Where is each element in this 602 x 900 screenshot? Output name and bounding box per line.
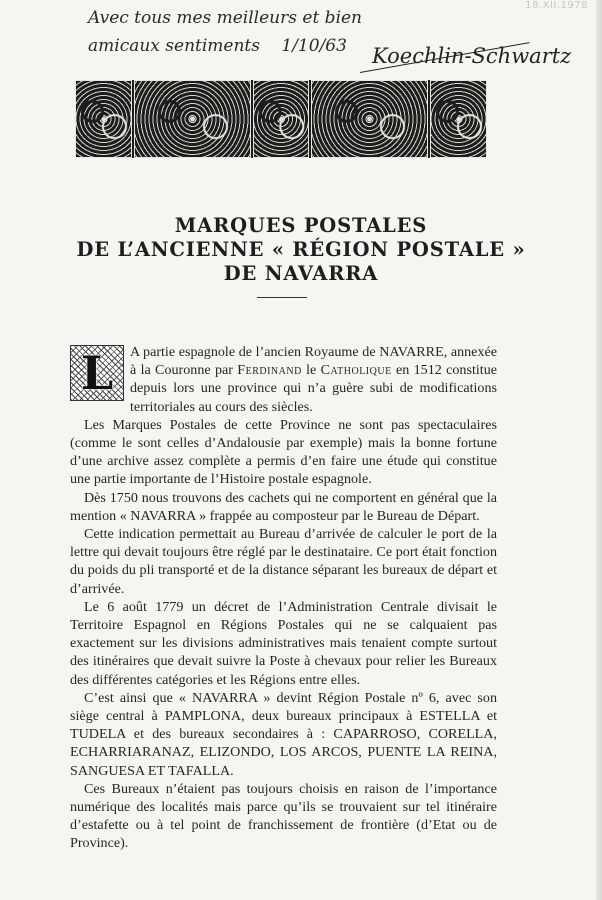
pencil-note: 18.XII.1978 <box>525 0 588 11</box>
paragraph-text: le <box>301 362 321 379</box>
ornament-panel <box>430 80 487 158</box>
ornamental-header-band <box>75 80 487 158</box>
inscription-text: amicaux sentiments <box>88 36 260 56</box>
paragraph: C’est ainsi que « NAVARRA » devint Région Postale nº 6, avec son siège central à PAMPLONA, deux bureaux principaux à ESTELLA et TUDELA et des bureaux secondaires à : CAPARROSO, CORELLA, ECHARRIARANAZ, ELIZONDO, LOS ARCOS, PUENTE LA REINA, SANGUESA ET TAFALLA. <box>70 689 497 779</box>
paragraph-text: en 1512 constitue depuis lors une province qui n’a guère subi de modifications territoriales au cours des siècles. <box>130 362 497 415</box>
paragraph: Ces Bureaux n’étaient pas toujours choisis en raison de l’importance numérique des localités mais parce qu’ils se trouvaient sur tel itinéraire d’estafette ou à tel point de franchissement de frontière (d’Etat ou de Province). <box>70 780 497 852</box>
name-ferdinand: Ferdinand <box>237 362 302 379</box>
paragraph: Dès 1750 nous trouvons des cachets qui ne comportent en général que la mention « NAVARRA » frappée au composteur par le Bureau de Départ. <box>70 489 497 524</box>
page-edge <box>596 0 602 900</box>
inscription-date: 1/10/63 <box>281 36 347 56</box>
ornament-panel-center <box>253 80 310 158</box>
document-title <box>0 214 602 286</box>
paragraph: Les Marques Postales de cette Province ne sont pas spectaculaires (comme le sont celles d’Andalousie par exemple) mais la bonne fortune d’une archive assez complète a permis d’en faire une étude qui constitue une partie importante de l’Histoire postale espagnole. <box>70 416 497 488</box>
title-line-3: DE NAVARRA <box>223 262 379 285</box>
inscription-line-2 <box>88 32 347 60</box>
name-catholique: Catholique <box>320 362 392 379</box>
ornament-panel <box>311 80 428 158</box>
paragraph: Cette indication permettait au Bureau d’arrivée de calculer le port de la lettre qui devait toujours être réglé par le destinataire. Ce port était fonction du poids du pli transporté et de la distance séparant les bureaux de départ et d’arrivée. <box>70 526 497 597</box>
title-line-2: DE L’ANCIENNE « RÉGION POSTALE » <box>76 238 526 261</box>
body-text <box>70 343 497 853</box>
paragraph: Le 6 août 1779 un décret de l’Administration Centrale divisait le Territoire Espagnol en Régions Postales qui ne se calquaient pas exactement sur les divisions administratives mais tenaient compte surtout des itinéraires que devait suivre la Poste à chevaux pour relier les Bureaux des différentes catégories et les Régions entre elles. <box>70 598 497 688</box>
ornament-panel <box>75 80 132 158</box>
paragraph-text: A partie espagnole de l’ancien Royaume de NAVARRE, annexée à la Couronne par <box>130 344 497 379</box>
paragraph <box>70 343 497 416</box>
inscription-line-1: Avec tous mes meilleurs et bien <box>88 8 363 28</box>
signature: Koechlin-Schwartz <box>372 44 572 68</box>
handwritten-inscription <box>88 4 363 60</box>
title-rule <box>257 297 307 298</box>
title-line-1: MARQUES POSTALES <box>174 214 428 237</box>
dropcap-ornament <box>70 345 124 401</box>
dropcap-letter: L <box>80 346 114 400</box>
ornament-panel <box>134 80 251 158</box>
